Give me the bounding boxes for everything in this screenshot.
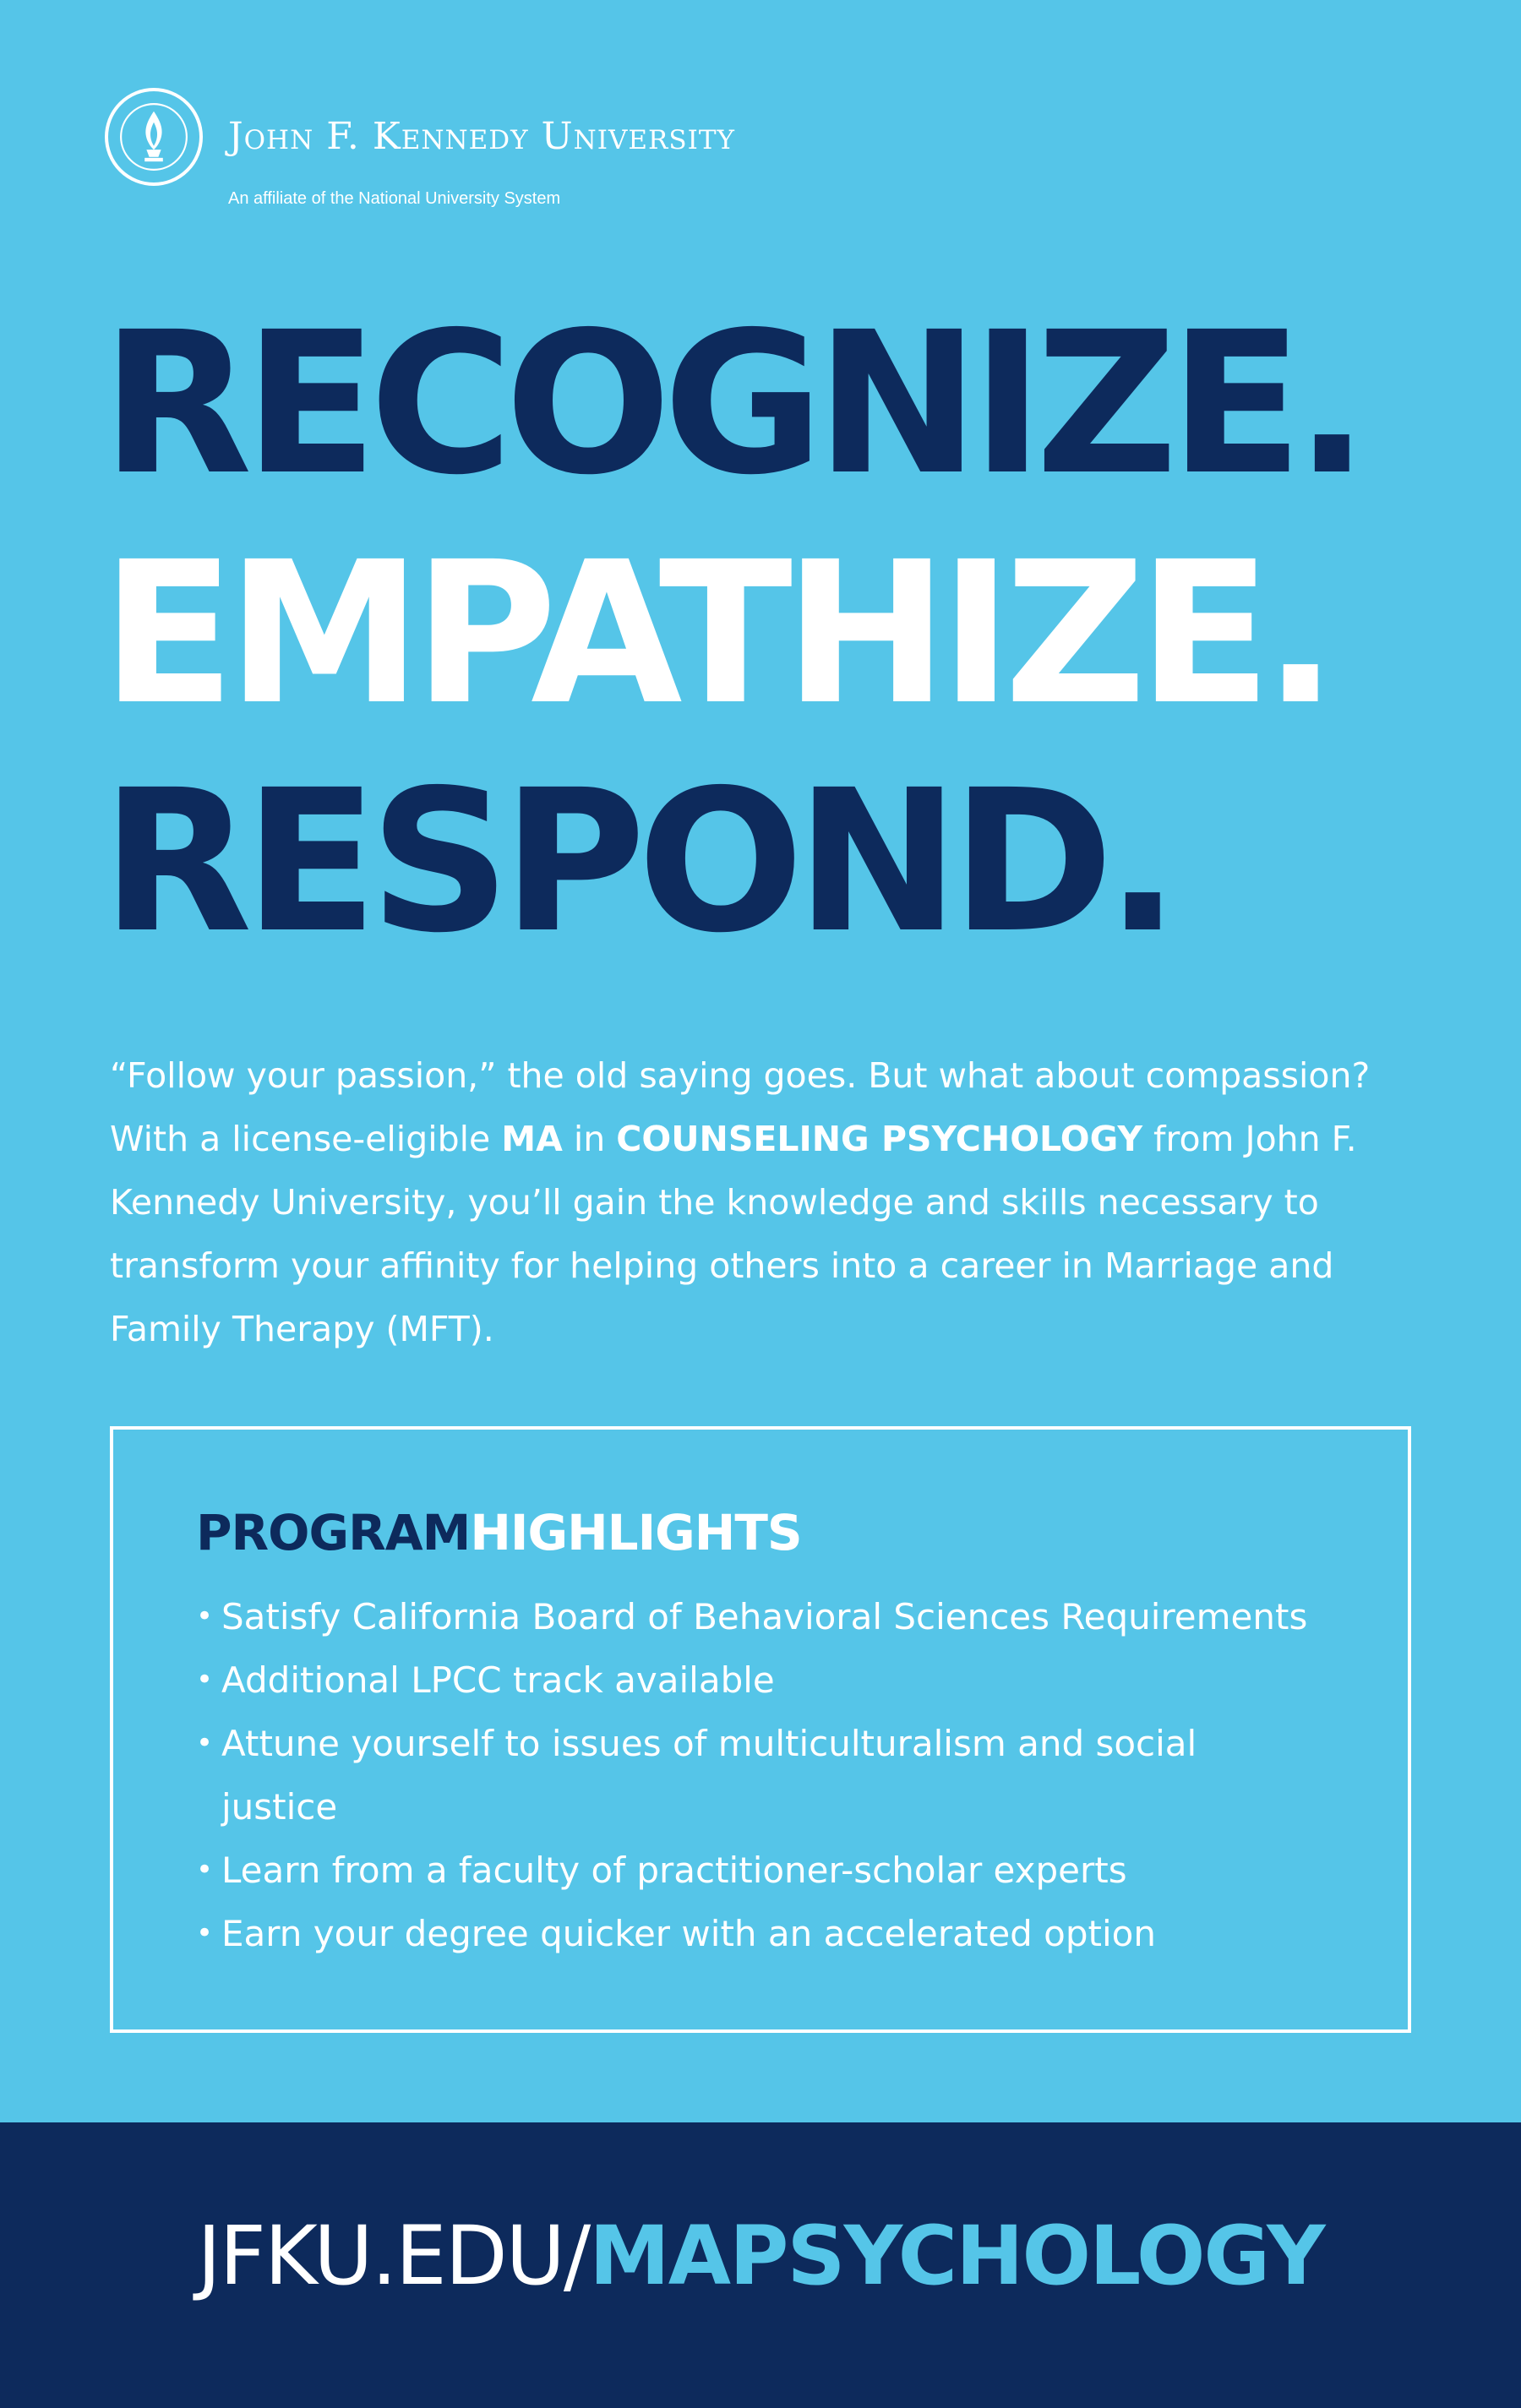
- footer-bar: [0, 2122, 1521, 2408]
- degree-text: MA: [501, 1119, 563, 1159]
- highlights-heading-highlights: HIGHLIGHTS: [470, 1504, 802, 1561]
- headline-respond: RESPOND.: [101, 748, 1172, 976]
- list-item: • Additional LPCC track available: [196, 1648, 1320, 1712]
- affiliate-text: An affiliate of the National University System: [228, 189, 561, 208]
- headline-empathize: EMPATHIZE.: [101, 520, 1330, 748]
- url-domain: JFKU.EDU/: [197, 2209, 590, 2303]
- program-text: COUNSELING PSYCHOLOGY: [616, 1119, 1143, 1159]
- list-item: • Earn your degree quicker with an accelerated option: [196, 1902, 1320, 1965]
- body-paragraph: [110, 1044, 1436, 1361]
- program-url-link[interactable]: [0, 2209, 1521, 2303]
- body-text-3: from John F. Kennedy University, you’ll gain the knowledge and skills necessary to transform your affinity for helping others into a career in Marriage and Family Therapy (MFT).: [110, 1119, 1357, 1349]
- url-path: MAPSYCHOLOGY: [589, 2209, 1324, 2303]
- body-text-1: “Follow your passion,” the old saying goes. But what about compassion? With a license-eligible: [110, 1055, 1371, 1159]
- body-text-2: in: [562, 1119, 617, 1159]
- highlights-list: [196, 1585, 1320, 1965]
- headline-recognize: RECOGNIZE.: [101, 290, 1361, 518]
- list-item: • Satisfy California Board of Behavioral Sciences Requirements: [196, 1585, 1320, 1648]
- university-seal-icon: [105, 88, 203, 186]
- program-highlights-box: [110, 1426, 1411, 2033]
- list-item: • Attune yourself to issues of multiculturalism and social justice: [196, 1712, 1320, 1839]
- university-name: John F. Kennedy University: [228, 115, 735, 158]
- list-item: • Learn from a faculty of practitioner-scholar experts: [196, 1839, 1320, 1902]
- highlights-heading-program: PROGRAM: [196, 1504, 471, 1561]
- highlights-heading: [196, 1504, 802, 1561]
